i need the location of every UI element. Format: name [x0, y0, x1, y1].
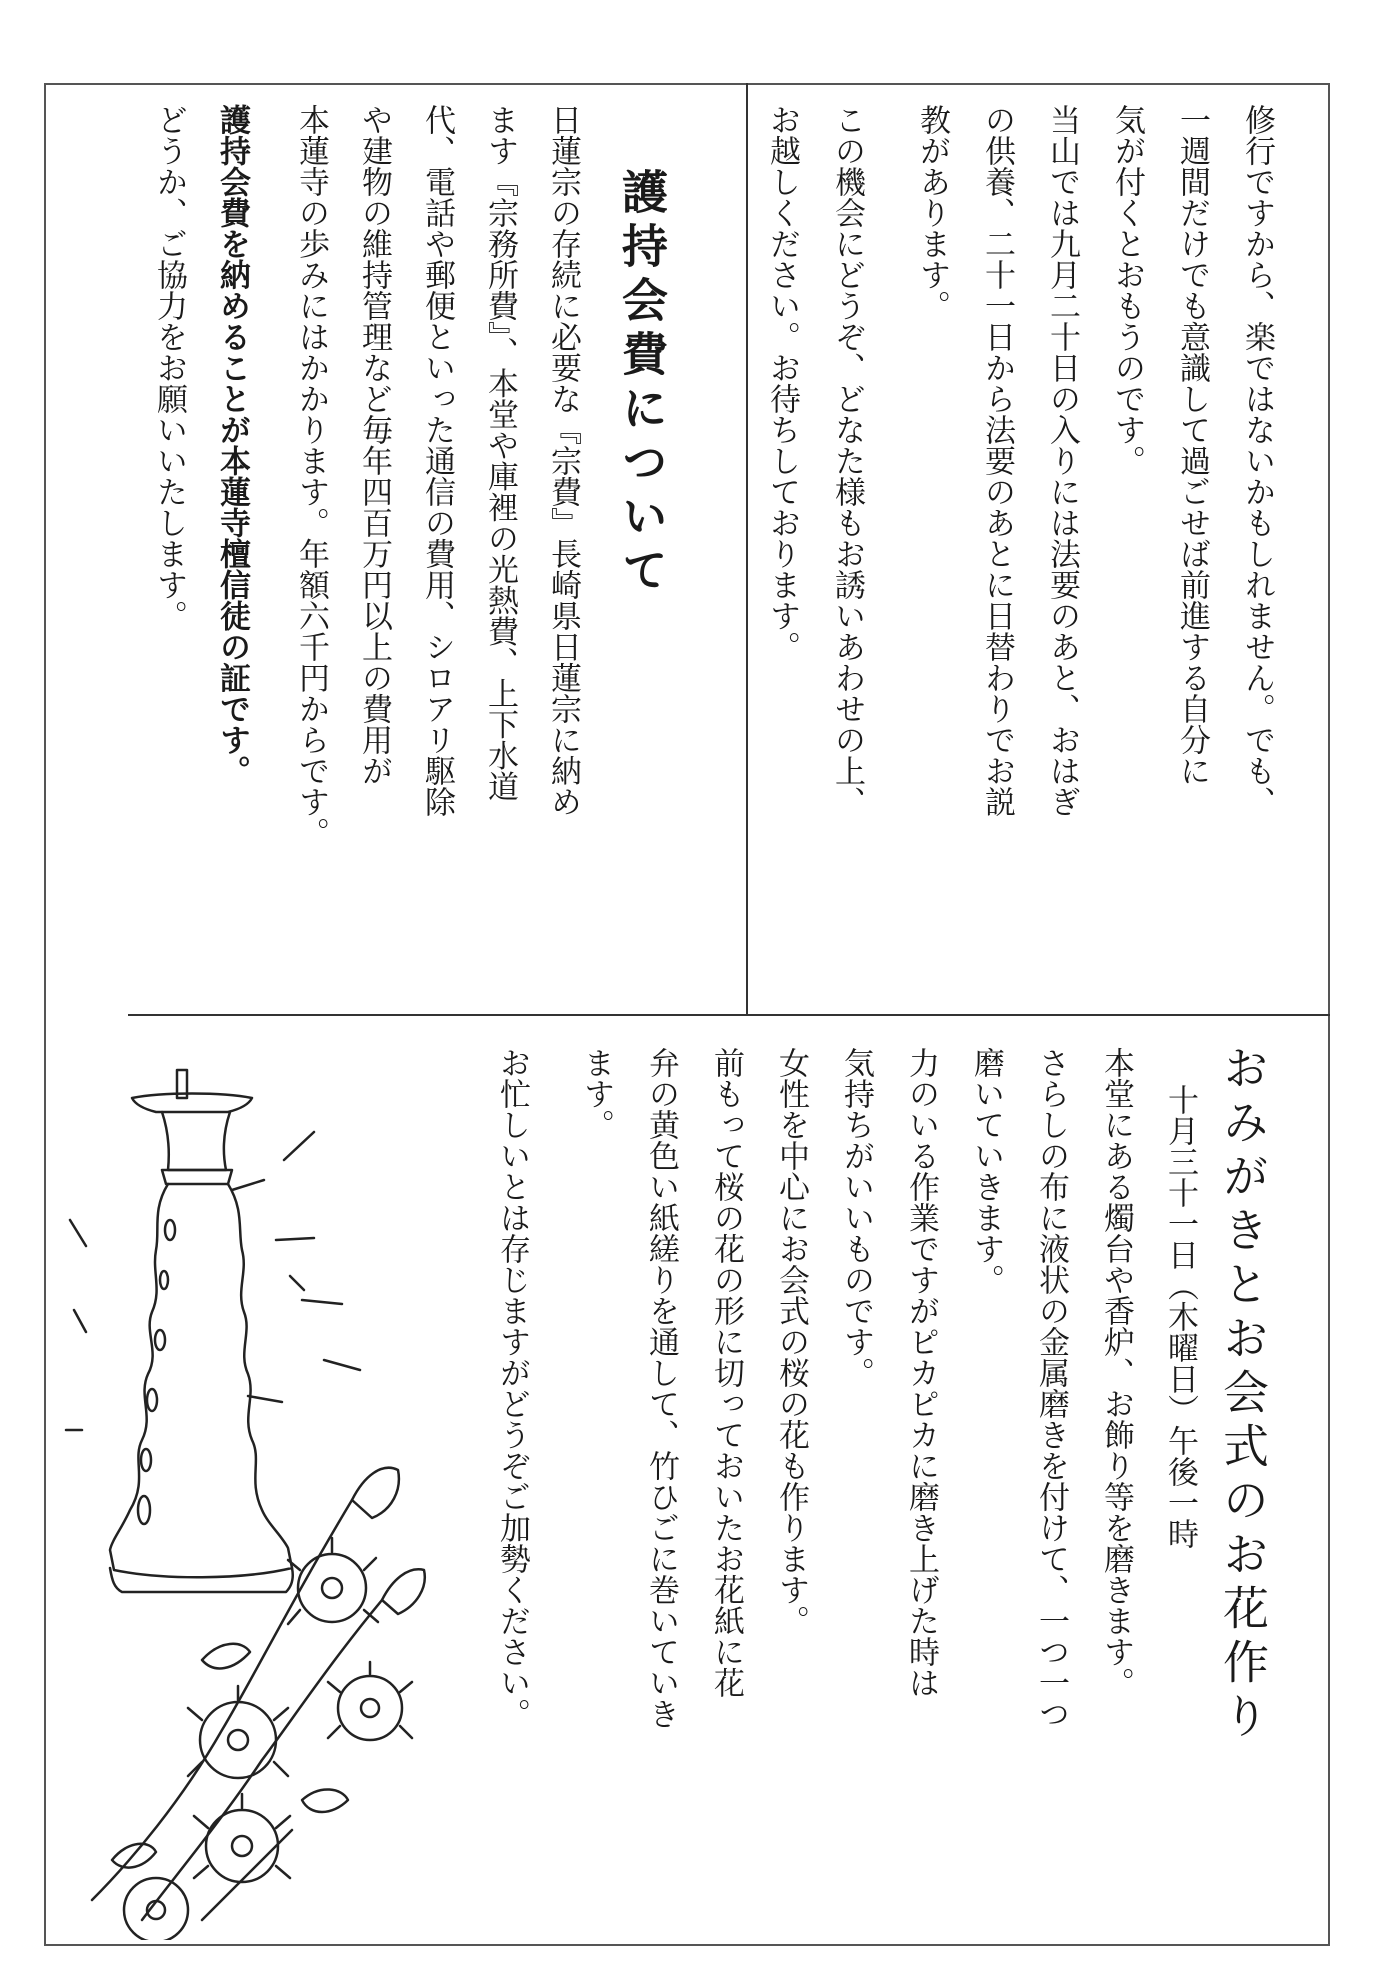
- top-right-line-3: 気が付くとおもうのです。: [1109, 104, 1145, 476]
- event-date: 十月三十一日（木曜日）午後一時: [1162, 1084, 1198, 1549]
- top-right-line-8: お越しください。お待ちしております。: [764, 104, 800, 662]
- top-left-line-6: 護持会費を納めることが本蓮寺檀信徒の証です。: [214, 104, 250, 786]
- top-left-line-4: や建物の維持管理など毎年四百万円以上の費用が: [356, 104, 392, 786]
- top-right-line-4: 当山では九月二十日の入りには法要のあと、おはぎ: [1044, 104, 1080, 817]
- bottom-right-line-6: 女性を中心にお会式の桜の花も作ります。: [773, 1047, 809, 1636]
- top-left-line-3: 代、電話や郵便といった通信の費用、シロアリ駆除: [419, 104, 455, 817]
- top-left-line-2: ます『宗務所費』、本堂や庫裡の光熱費、上下水道: [482, 104, 518, 802]
- bottom-right-line-9: ます。: [578, 1047, 614, 1140]
- bottom-right-line-10: お忙しいとは存じますがどうぞご加勢ください。: [494, 1047, 530, 1729]
- bottom-right-line-5: 気持ちがいいものです。: [838, 1047, 874, 1388]
- top-left-line-5: 本蓮寺の歩みにはかかります。年額六千円からです。: [293, 104, 329, 848]
- top-right-line-2: 一週間だけでも意識して過ごせば前進する自分に: [1174, 104, 1210, 786]
- top-left-line-1: 日蓮宗の存続に必要な『宗費』長崎県日蓮宗に納め: [545, 104, 581, 817]
- top-right-line-6: 教があります。: [914, 104, 950, 321]
- horizontal-divider: [128, 1014, 1330, 1016]
- candlestick-and-cherry-blossoms-icon: [52, 1040, 522, 1940]
- top-left-line-7: どうか、ご協力をお願いいたします。: [151, 104, 187, 631]
- top-right-line-7: この機会にどうぞ、どなた様もお誘いあわせの上、: [829, 104, 865, 817]
- section-title-omigaki: おみがきとお会式のお花作り: [1216, 1044, 1270, 1746]
- bottom-right-line-8: 弁の黄色い紙縒りを通して、竹ひごに巻いていき: [643, 1047, 679, 1729]
- section-title-gojikai: 護持会費について: [615, 168, 669, 600]
- bottom-right-line-7: 前もって桜の花の形に切っておいたお花紙に花: [708, 1047, 744, 1698]
- top-right-line-1: 修行ですから、楽ではないかもしれません。でも、: [1239, 104, 1275, 817]
- bottom-right-line-3: 磨いていきます。: [968, 1047, 1004, 1295]
- top-right-line-5: の供養、二十一日から法要のあとに日替わりでお説: [979, 104, 1015, 817]
- bottom-right-line-4: 力のいる作業ですがピカピカに磨き上げた時は: [903, 1047, 939, 1698]
- bottom-right-line-2: さらしの布に液状の金属磨きを付けて、一つ一つ: [1033, 1047, 1069, 1729]
- bottom-right-line-1: 本堂にある燭台や香炉、お飾り等を磨きます。: [1098, 1047, 1134, 1698]
- vertical-divider: [746, 83, 748, 1014]
